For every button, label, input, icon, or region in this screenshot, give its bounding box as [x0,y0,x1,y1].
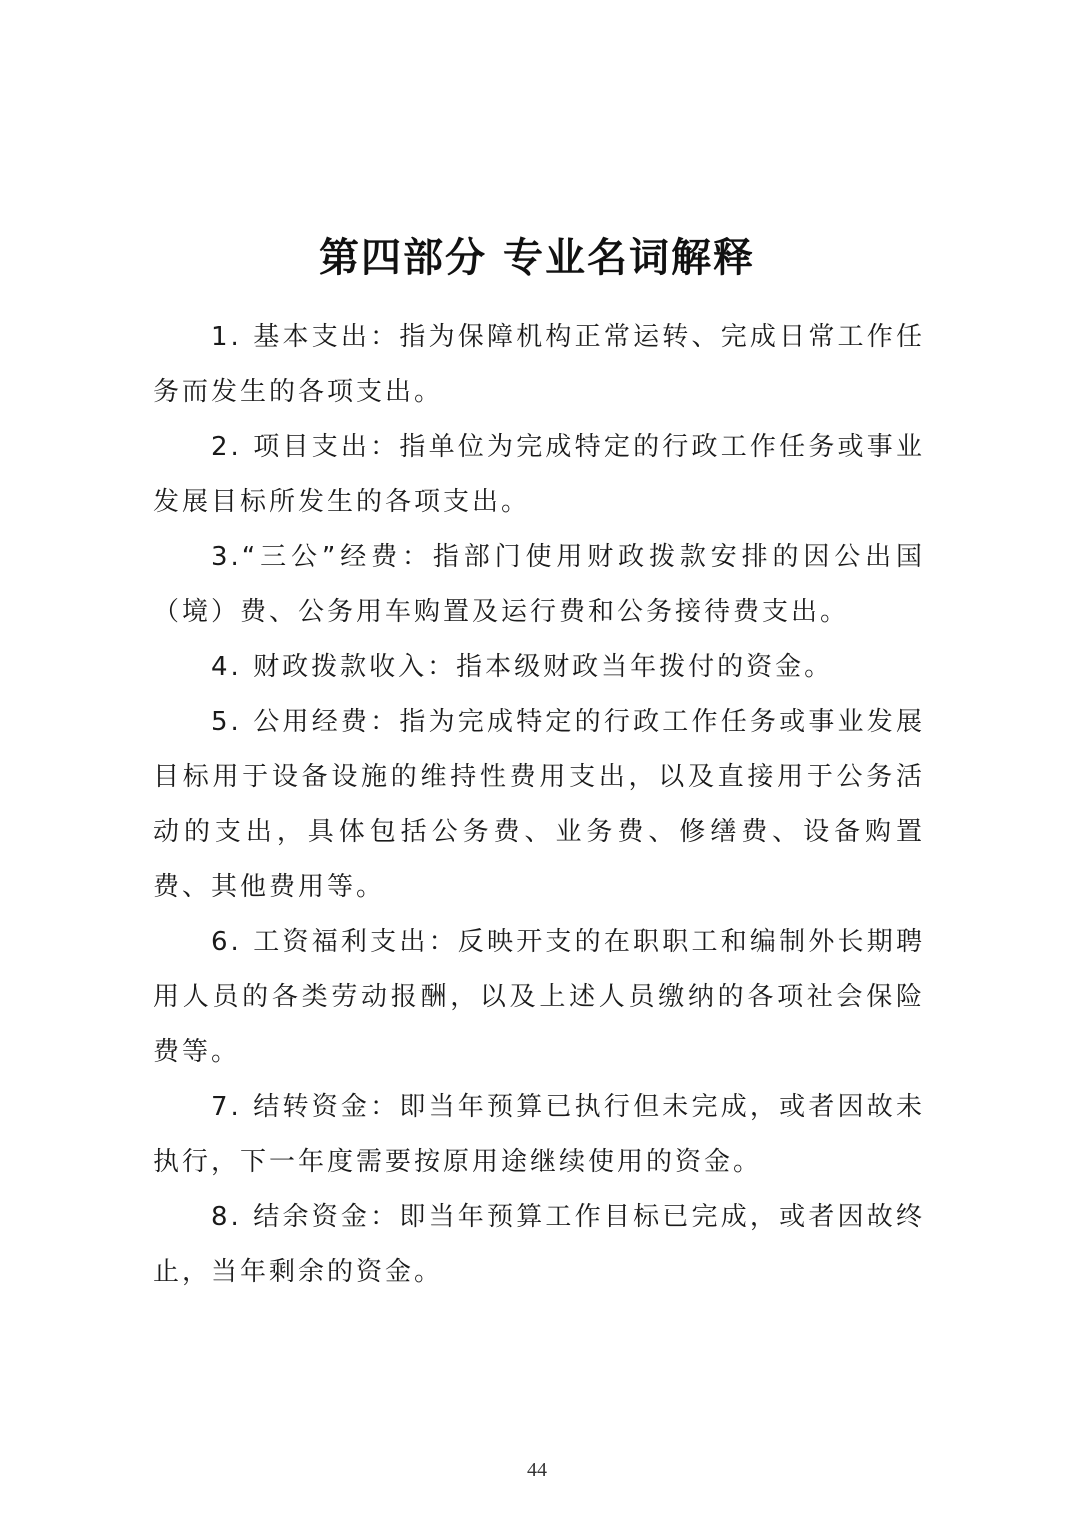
definition-item [153,530,925,640]
definition-text: 指本级财政当年拨付的资金。 [456,652,834,682]
definition-term: 7. 结转资金： [211,1092,400,1122]
definition-term: 8. 结余资金： [211,1202,400,1232]
page-title: 第四部分 专业名词解释 [319,234,755,281]
definition-term: 6. 工资福利支出： [211,927,458,957]
definition-item [153,915,925,1080]
definition-item [153,1190,925,1300]
definition-text: 指为保障机构正常运转、完成日常工作任务而发生的各项支出。 [153,322,925,407]
definition-text: 指为完成特定的行政工作任务或事业发展目标用于设备设施的维持性费用支出，以及直接用于公务活动的支出，具体包括公务费、业务费、修缮费、设备购置费、其他费用等。 [153,707,925,902]
definition-term: 4. 财政拨款收入： [211,652,457,682]
definition-item [153,420,925,530]
definition-term: 5. 公用经费： [211,707,400,737]
definition-text: 即当年预算工作目标已完成，或者因故终止，当年剩余的资金。 [153,1202,925,1287]
definitions-list [153,310,925,1300]
definition-item [153,1080,925,1190]
definition-text: 即当年预算已执行但未完成，或者因故未执行，下一年度需要按原用途继续使用的资金。 [153,1092,925,1177]
definition-text: 指部门使用财政拨款安排的因公出国（境）费、公务用车购置及运行费和公务接待费支出。 [153,542,925,627]
definition-item [153,310,925,420]
definition-item [153,640,925,695]
definition-text: 指单位为完成特定的行政工作任务或事业发展目标所发生的各项支出。 [153,432,925,517]
definition-item [153,695,925,915]
definition-text: 反映开支的在职职工和编制外长期聘用人员的各类劳动报酬，以及上述人员缴纳的各项社会保险费等。 [153,927,925,1067]
definition-term: 1. 基本支出： [211,322,400,352]
definition-term: 3.“三公”经费： [211,542,433,572]
definition-term: 2. 项目支出： [211,432,400,462]
page-number: 44 [527,1459,547,1481]
